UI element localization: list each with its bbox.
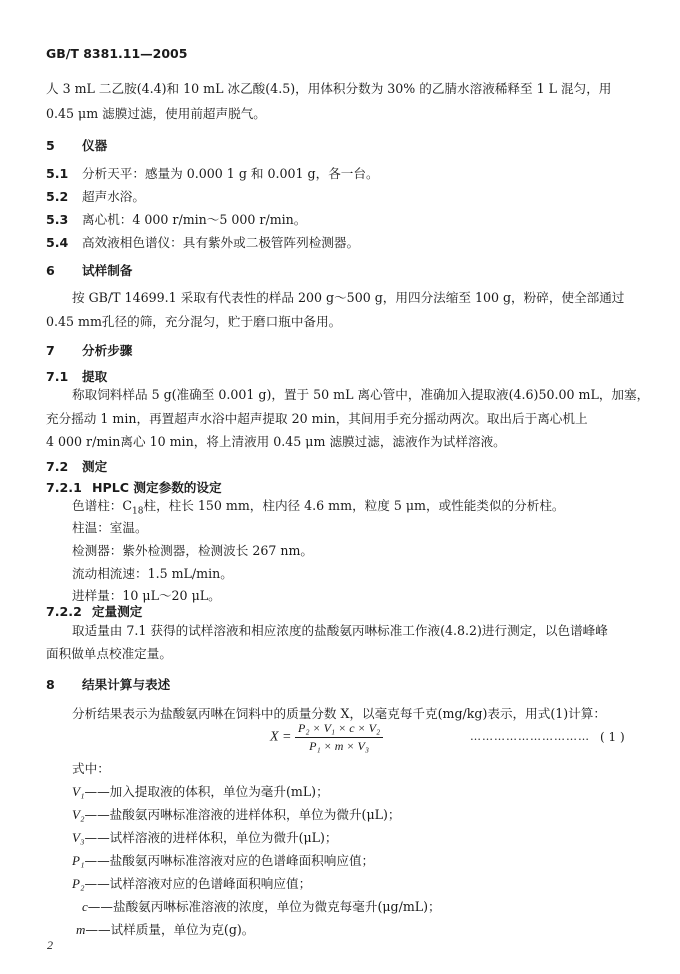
variable-description: ——试样质量，单位为克(g)。 bbox=[85, 922, 255, 937]
clause-text: 高效液相色谱仪：具有紫外或二极管阵列检测器。 bbox=[82, 235, 360, 250]
section-title: 仪器 bbox=[82, 138, 108, 153]
section-title: 提取 bbox=[82, 369, 108, 384]
param-line: 检测器：紫外检测器，检测波长 267 nm。 bbox=[72, 543, 314, 558]
clause-text: 超声水浴。 bbox=[82, 189, 145, 204]
section-title: 测定 bbox=[82, 459, 108, 474]
variable-symbol: P₁ bbox=[72, 853, 85, 868]
column-param bbox=[72, 495, 565, 517]
variable-symbol: V₁ bbox=[72, 784, 85, 799]
variable-symbol: c bbox=[82, 899, 88, 914]
variable-description: ——盐酸氨丙啉标准溶液的浓度，单位为微克每毫升(μg/mL)； bbox=[87, 899, 441, 914]
variable-description: ——试样溶液对应的色谱峰面积响应值； bbox=[84, 876, 312, 891]
section-number: 7.2.1 bbox=[46, 480, 82, 495]
section-number: 7.2.2 bbox=[46, 604, 82, 619]
variable-symbol: m bbox=[76, 922, 86, 937]
variable-description: ——盐酸氨丙啉标准溶液对应的色谱峰面积响应值； bbox=[84, 853, 375, 868]
section-8-heading bbox=[46, 674, 170, 693]
param-line: 进样量：10 μL～20 μL。 bbox=[72, 588, 221, 603]
variable-symbol: P₂ bbox=[72, 876, 85, 891]
clause-5-3 bbox=[46, 209, 306, 228]
clause-5-4 bbox=[46, 232, 359, 251]
equation-denominator: P₁ × m × V₃ bbox=[309, 739, 369, 753]
clause-number: 5.1 bbox=[46, 166, 69, 181]
section-title: 结果计算与表述 bbox=[82, 677, 171, 692]
equation-lhs: X = bbox=[270, 729, 292, 745]
equation-numerator: P₂ × V₁ × c × V₂ bbox=[298, 721, 381, 735]
clause-text: 离心机：4 000 r/min～5 000 r/min。 bbox=[82, 212, 307, 227]
variable-definition bbox=[72, 850, 374, 869]
variable-description: ——盐酸氨丙啉标准溶液的进样体积，单位为微升(μL)； bbox=[84, 807, 401, 822]
section-7-1-heading bbox=[46, 366, 107, 385]
fraction-bar bbox=[295, 737, 383, 738]
variable-definition bbox=[82, 896, 441, 915]
param-line: 流动相流速：1.5 mL/min。 bbox=[72, 566, 233, 581]
equation-fraction bbox=[295, 721, 383, 754]
page-number: 2 bbox=[47, 938, 53, 952]
section-title: 试样制备 bbox=[82, 263, 133, 278]
param-line: 柱温：室温。 bbox=[72, 520, 148, 535]
equation-number: ( 1 ) bbox=[600, 730, 625, 744]
section-number: 6 bbox=[46, 263, 55, 278]
clause-number: 5.4 bbox=[46, 235, 69, 250]
variable-definition bbox=[72, 873, 311, 892]
variable-description: ——加入提取液的体积，单位为毫升(mL)； bbox=[84, 784, 329, 799]
paragraph-line: 分析结果表示为盐酸氨丙啉在饲料中的质量分数 X，以毫克每千克(mg/kg)表示，用式(1)计算： bbox=[72, 706, 606, 721]
leader-dots: ………………………… bbox=[470, 730, 590, 743]
document-header: GB/T 8381.11—2005 bbox=[46, 46, 188, 61]
param-text: 柱，柱长 150 mm，柱内径 4.6 mm，粒度 5 μm，或性能类似的分析柱。 bbox=[143, 498, 565, 513]
section-title: HPLC 测定参数的设定 bbox=[92, 480, 222, 495]
clause-5-2 bbox=[46, 186, 145, 205]
clause-text: 分析天平：感量为 0.000 1 g 和 0.001 g，各一台。 bbox=[82, 166, 379, 181]
section-7-2-heading bbox=[46, 456, 107, 475]
clause-5-1 bbox=[46, 163, 379, 182]
paragraph-line: 取适量由 7.1 获得的试样溶液和相应浓度的盐酸氨丙啉标准工作液(4.8.2)进行测定，以色谱峰峰 bbox=[72, 623, 608, 638]
section-6-heading bbox=[46, 260, 132, 279]
clause-number: 5.3 bbox=[46, 212, 69, 227]
section-7-2-1-heading bbox=[46, 477, 222, 496]
variable-description: ——试样溶液的进样体积，单位为微升(μL)； bbox=[84, 830, 338, 845]
paragraph-line: 面积做单点校准定量。 bbox=[46, 646, 172, 661]
clause-number: 5.2 bbox=[46, 189, 69, 204]
section-title: 分析步骤 bbox=[82, 343, 133, 358]
section-7-heading bbox=[46, 340, 132, 359]
where-label: 式中： bbox=[72, 761, 110, 776]
section-number: 7 bbox=[46, 343, 55, 358]
paragraph-line: 按 GB/T 14699.1 采取有代表性的样品 200 g～500 g，用四分法缩至 100 g，粉碎，使全部通过 bbox=[72, 290, 625, 305]
equation-1 bbox=[270, 721, 383, 754]
section-number: 8 bbox=[46, 677, 55, 692]
variable-definition bbox=[76, 919, 254, 938]
paragraph-line: 充分摇动 1 min，再置超声水浴中超声提取 20 min，其间用手充分摇动两次。取出后于离心机上 bbox=[46, 411, 588, 426]
paragraph-line: 0.45 μm 滤膜过滤，使用前超声脱气。 bbox=[46, 106, 266, 121]
section-7-2-2-heading bbox=[46, 601, 142, 620]
section-5-heading bbox=[46, 135, 107, 154]
section-number: 5 bbox=[46, 138, 55, 153]
section-number: 7.1 bbox=[46, 369, 69, 384]
param-text: 色谱柱：C bbox=[72, 498, 133, 513]
paragraph-line: 称取饲料样品 5 g(准确至 0.001 g)，置于 50 mL 离心管中，准确加入提取液(4.6)50.00 mL，加塞， bbox=[72, 387, 650, 402]
paragraph-line: 人 3 mL 二乙胺(4.4)和 10 mL 冰乙酸(4.5)，用体积分数为 30% 的乙腈水溶液稀释至 1 L 混匀，用 bbox=[46, 81, 612, 96]
paragraph-line: 4 000 r/min离心 10 min，将上清液用 0.45 μm 滤膜过滤，滤液作为试样溶液。 bbox=[46, 434, 506, 449]
subscript: 18 bbox=[132, 506, 144, 517]
section-title: 定量测定 bbox=[92, 604, 143, 619]
paragraph-line: 0.45 mm孔径的筛，充分混匀，贮于磨口瓶中备用。 bbox=[46, 314, 342, 329]
variable-definition bbox=[72, 827, 338, 846]
variable-definition bbox=[72, 781, 329, 800]
variable-symbol: V₂ bbox=[72, 807, 85, 822]
section-number: 7.2 bbox=[46, 459, 69, 474]
variable-definition bbox=[72, 804, 401, 823]
variable-symbol: V₃ bbox=[72, 830, 85, 845]
